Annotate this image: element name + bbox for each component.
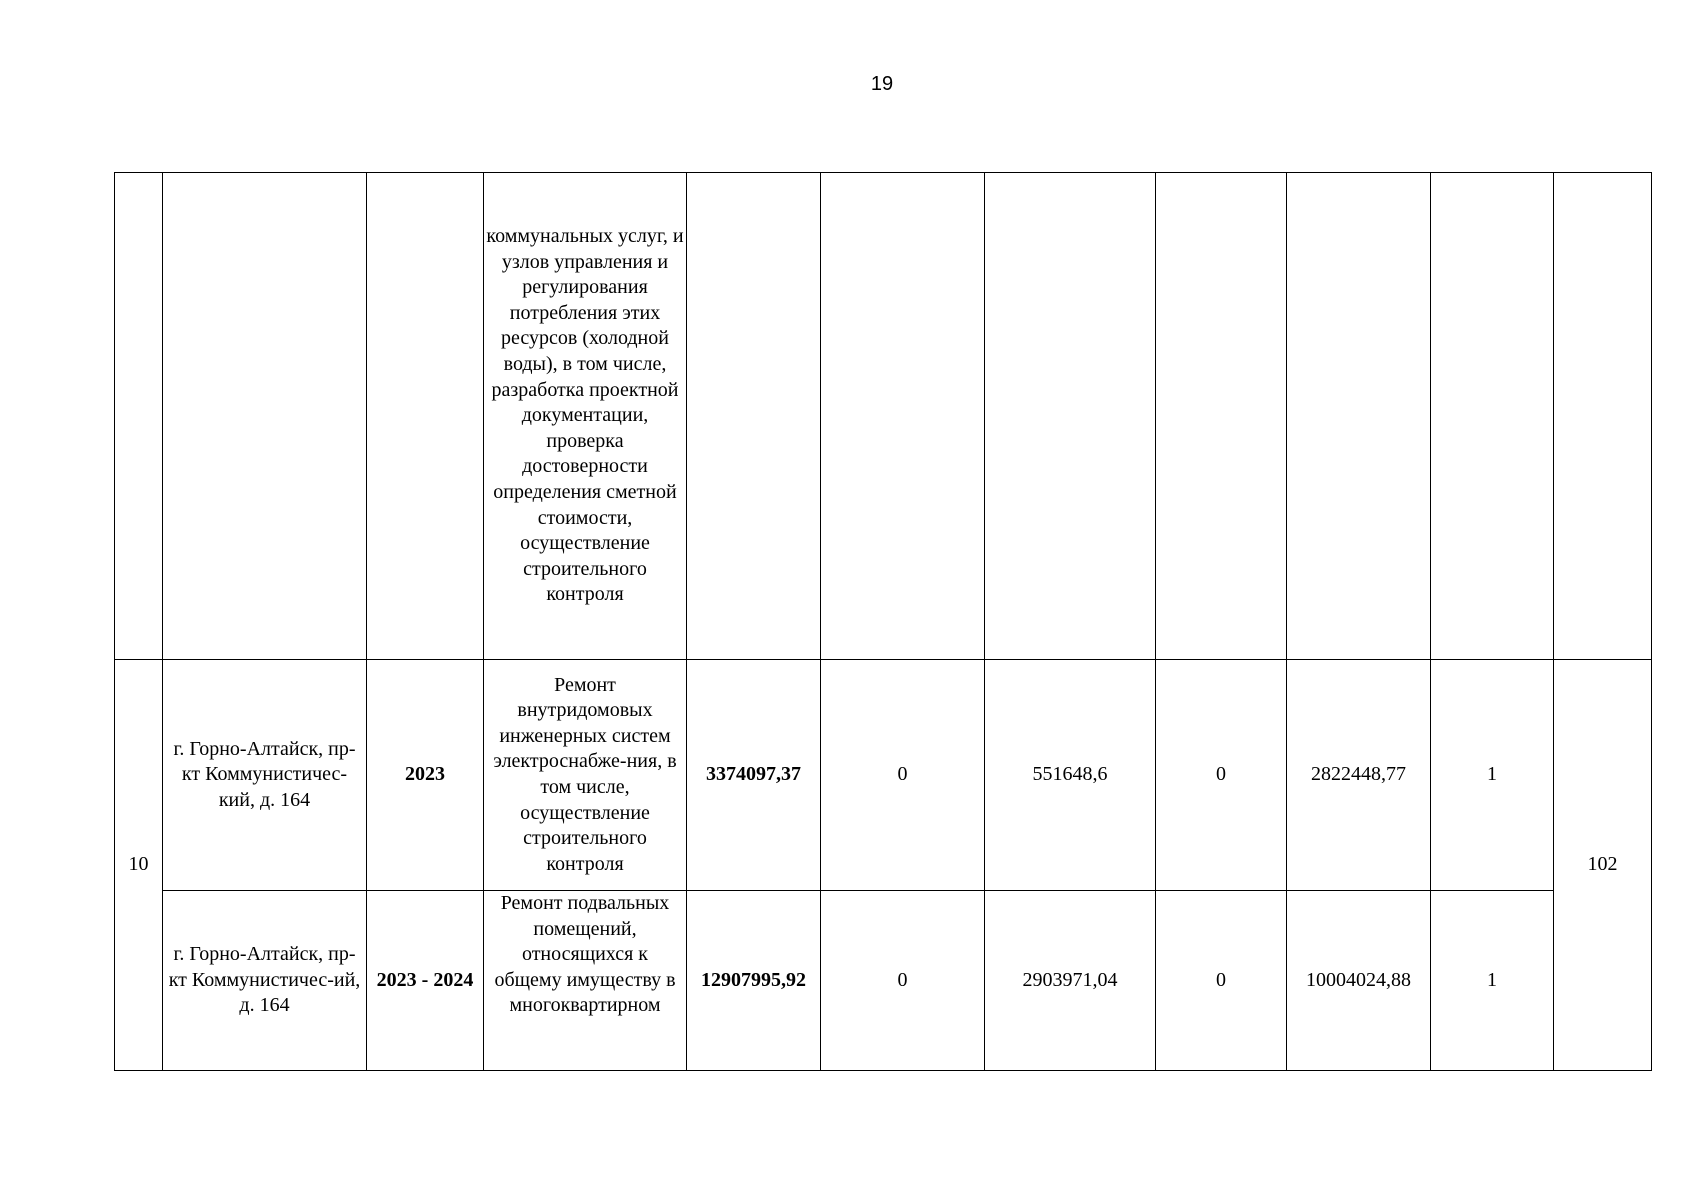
total-cost-cell [687, 173, 821, 660]
value-cell [1156, 173, 1287, 660]
address-cell: г. Горно-Алтайск, пр-кт Коммунистичес-кий, д. 164 [163, 660, 367, 891]
value-cell: 2822448,77 [1287, 660, 1431, 891]
value-cell [1287, 173, 1431, 660]
value-cell: 0 [1156, 891, 1287, 1071]
value-cell: 1 [1431, 660, 1554, 891]
value-cell: 0 [1156, 660, 1287, 891]
total-cell: 102 [1554, 660, 1652, 1071]
description-cell: Ремонт внутридомовых инженерных систем электроснабже-ния, в том числе, осуществление строительного контроля [484, 660, 687, 891]
works-table [114, 172, 1652, 1071]
value-cell [1431, 173, 1554, 660]
value-cell: 2903971,04 [985, 891, 1156, 1071]
address-cell: г. Горно-Алтайск, пр-кт Коммунистичес-ий, д. 164 [163, 891, 367, 1071]
value-cell: 551648,6 [985, 660, 1156, 891]
period-cell: 2023 - 2024 [367, 891, 484, 1071]
table-row [115, 891, 1652, 1071]
value-cell [821, 173, 985, 660]
page-number: 19 [870, 73, 894, 95]
period-cell: 2023 [367, 660, 484, 891]
total-cell [1554, 173, 1652, 660]
index-cell [115, 173, 163, 660]
total-cost-cell: 12907995,92 [687, 891, 821, 1071]
value-cell [985, 173, 1156, 660]
table-row [115, 173, 1652, 660]
value-cell: 1 [1431, 891, 1554, 1071]
address-cell [163, 173, 367, 660]
value-cell: 0 [821, 660, 985, 891]
description-cell: коммунальных услуг, и узлов управления и регулирования потребления этих ресурсов (холодной воды), в том числе, разработка проектной документации, проверка достоверности определения сметной стоимости, осуществление строительного контроля [484, 173, 687, 660]
total-cost-cell: 3374097,37 [687, 660, 821, 891]
period-cell [367, 173, 484, 660]
value-cell: 10004024,88 [1287, 891, 1431, 1071]
value-cell: 0 [821, 891, 985, 1071]
index-cell: 10 [115, 660, 163, 1071]
table-row [115, 660, 1652, 891]
description-cell: Ремонт подвальных помещений, относящихся к общему имуществу в многоквартирном [484, 891, 687, 1071]
